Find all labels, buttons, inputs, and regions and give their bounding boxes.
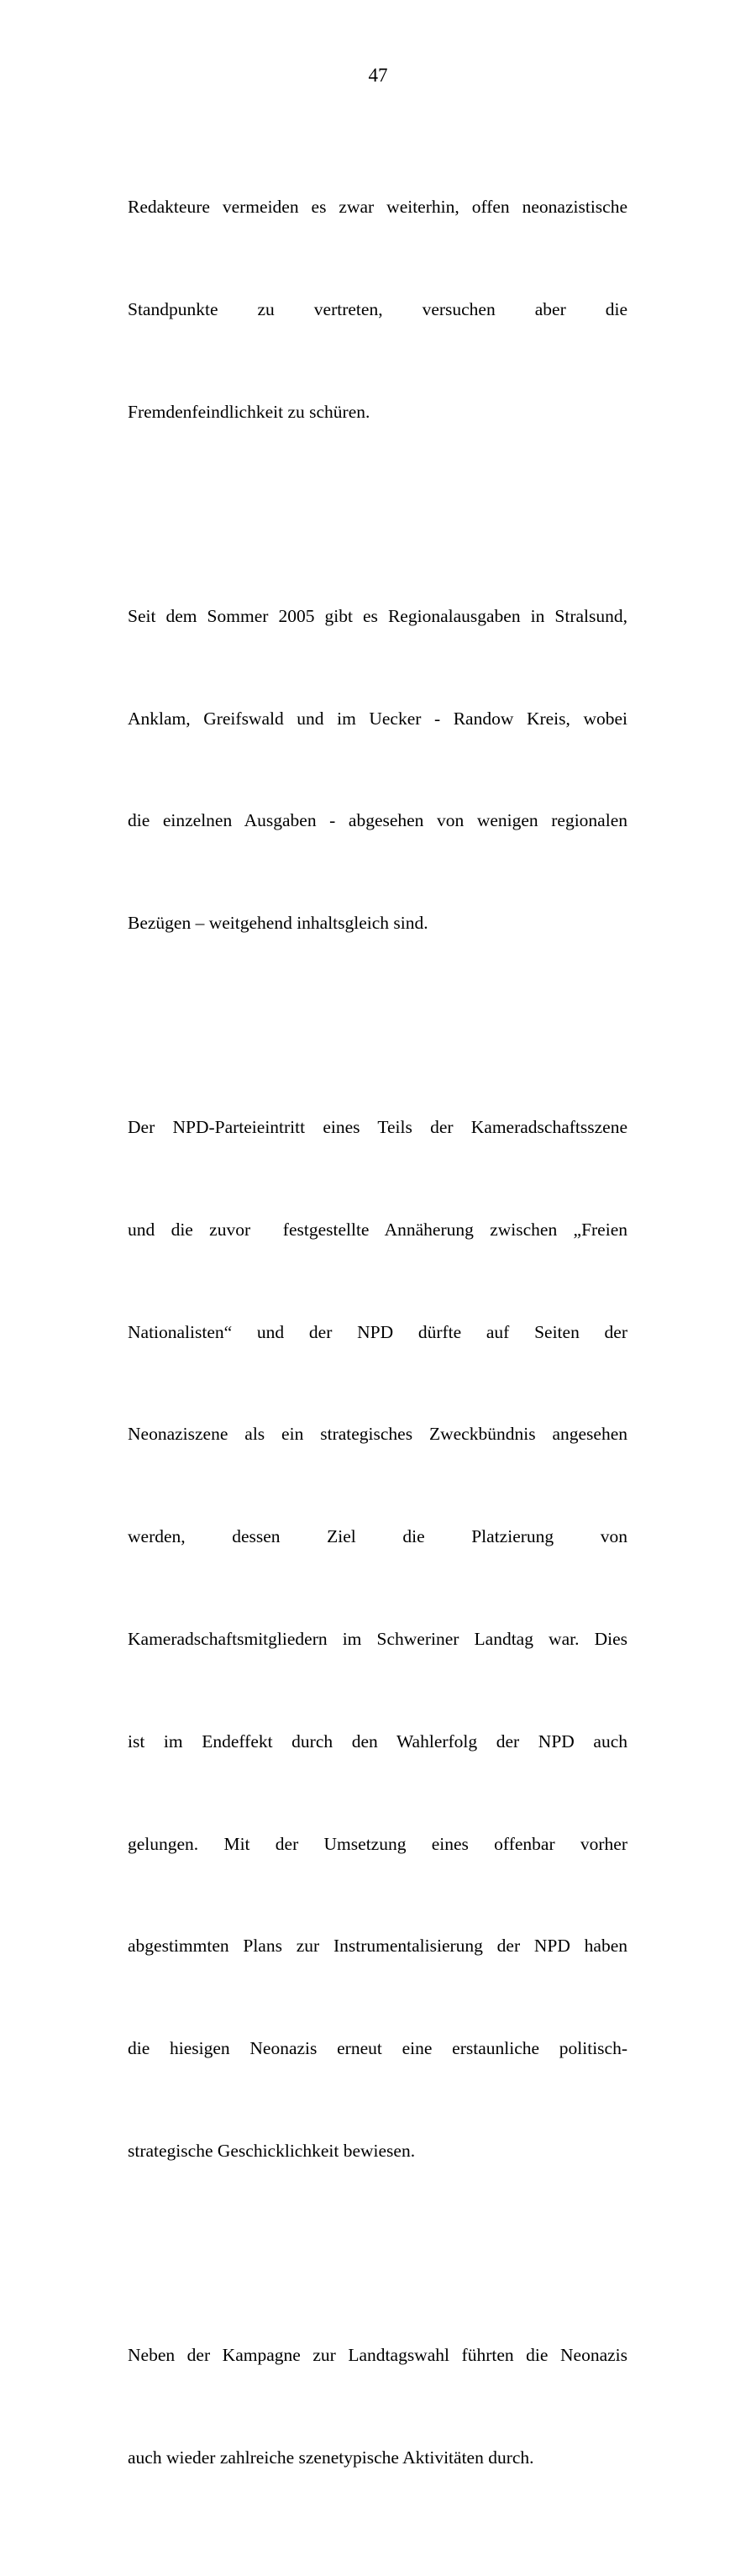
text-line: die hiesigen Neonazis erneut eine erstaunliche politisch-: [128, 2038, 627, 2059]
text-line: Neben der Kampagne zur Landtagswahl führten die Neonazis: [128, 2344, 627, 2365]
text-line: ist im Endeffekt durch den Wahlerfolg der NPD auch: [128, 1731, 627, 1752]
body-text: [128, 122, 627, 2576]
text-line: abgestimmten Plans zur Instrumentalisierung der NPD haben: [128, 1936, 627, 1957]
text-line: Bezügen – weitgehend inhaltsgleich sind.: [128, 913, 428, 934]
paragraph: [128, 1042, 627, 2236]
text-line: Nationalisten“ und der NPD dürfte auf Seiten der: [128, 1321, 627, 1342]
text-line: werden, dessen Ziel die Platzierung von: [128, 1526, 627, 1547]
paragraph: [128, 2270, 627, 2543]
text-line: und die zuvor festgestellte Annäherung zwischen „Freien: [128, 1219, 627, 1240]
page-number: 47: [368, 65, 388, 86]
text-line: Kameradschaftsmitgliedern im Schweriner Landtag war. Dies: [128, 1628, 627, 1649]
paragraph: [128, 531, 627, 1009]
text-line: gelungen. Mit der Umsetzung eines offenbar vorher: [128, 1833, 627, 1854]
text-line: Der NPD-Parteieintritt eines Teils der Kameradschaftsszene: [128, 1117, 627, 1138]
text-line: Fremdenfeindlichkeit zu schüren.: [128, 401, 370, 422]
text-line: Seit dem Sommer 2005 gibt es Regionalausgaben in Stralsund,: [128, 605, 627, 626]
text-line: strategische Geschicklichkeit bewiesen.: [128, 2140, 416, 2161]
text-line: Neonaziszene als ein strategisches Zweckbündnis angesehen: [128, 1424, 627, 1445]
text-line: die einzelnen Ausgaben - abgesehen von wenigen regionalen: [128, 810, 627, 831]
paragraph: [128, 122, 627, 498]
text-line: auch wieder zahlreiche szenetypische Aktivitäten durch.: [128, 2447, 534, 2468]
text-line: Standpunkte zu vertreten, versuchen aber die: [128, 298, 627, 319]
text-line: Anklam, Greifswald und im Uecker - Randow Kreis, wobei: [128, 708, 627, 729]
text-line: Redakteure vermeiden es zwar weiterhin, offen neonazistische: [128, 197, 627, 218]
